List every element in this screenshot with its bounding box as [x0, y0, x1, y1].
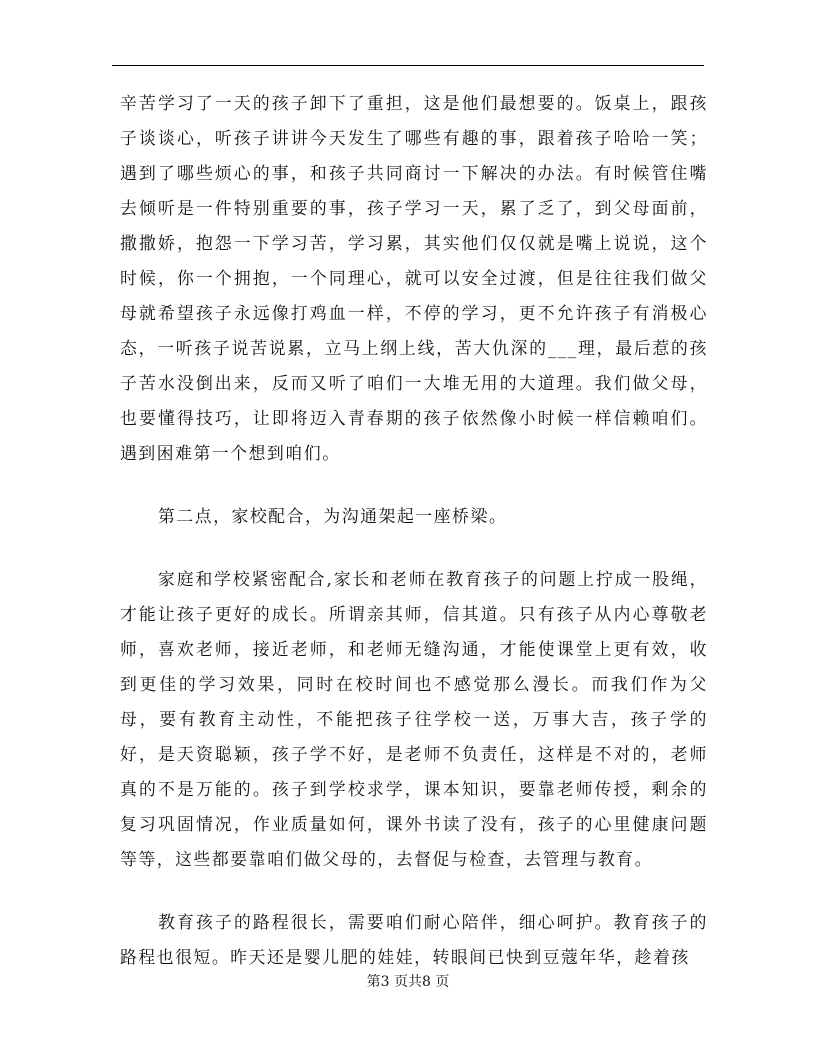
paragraph-2-heading: 第二点，家校配合，为沟通架起一座桥梁。 [158, 506, 508, 526]
page-number-footer: 第3 页共8 页 [366, 974, 450, 990]
paragraph-3: 家庭和学校紧密配合,家长和老师在教育孩子的问题上拧成一股绳，才能让孩子更好的成长。所谓亲其师，信其道。只有孩子从内心尊敬老师，喜欢老师，接近老师，和老师无缝沟通，才能使课堂上更有效，收到更佳的学习效果，同时在校时间也不感觉那么漫长。而我们作为父母，要有教育主动性，不能把孩子往学校一送，万事大吉，孩子学的好，是天资聪颖，孩子学不好，是老师不负责任，这样是不对的，老师真的不是万能的。孩子到学校求学，课本知识，要靠老师传授，剩余的复习巩固情况，作业质量如何，课外书读了没有，孩子的心里健康问题等等，这些都要靠咱们做父母的，去督促与检查，去管理与教育。 [120, 569, 708, 869]
paragraph-4: 教育孩子的路程很长，需要咱们耐心陪伴，细心呵护。教育孩子的路程也很短。昨天还是婴儿肥的娃娃，转眼间已快到豆蔻年华，趁着孩 [120, 912, 708, 967]
paragraph-1: 辛苦学习了一天的孩子卸下了重担，这是他们最想要的。饭桌上，跟孩子谈谈心，听孩子讲讲今天发生了哪些有趣的事，跟着孩子哈哈一笑；遇到了哪些烦心的事，和孩子共同商讨一下解决的办法。有时候管住嘴去倾听是一件特别重要的事，孩子学习一天，累了乏了，到父母面前，撒撒娇，抱怨一下学习苦，学习累，其实他们仅仅就是嘴上说说，这个时候，你一个拥抱，一个同理心，就可以安全过渡，但是往往我们做父母就希望孩子永远像打鸡血一样，不停的学习，更不允许孩子有消极心态，一听孩子说苦说累，立马上纲上线，苦大仇深的___理，最后惹的孩子苦水没倒出来，反而又听了咱们一大堆无用的大道理。我们做父母，也要懂得技巧，让即将迈入青春期的孩子依然像小时候一样信赖咱们。遇到困难第一个想到咱们。 [120, 93, 708, 463]
document-body [120, 86, 708, 975]
header-rule [112, 65, 704, 66]
